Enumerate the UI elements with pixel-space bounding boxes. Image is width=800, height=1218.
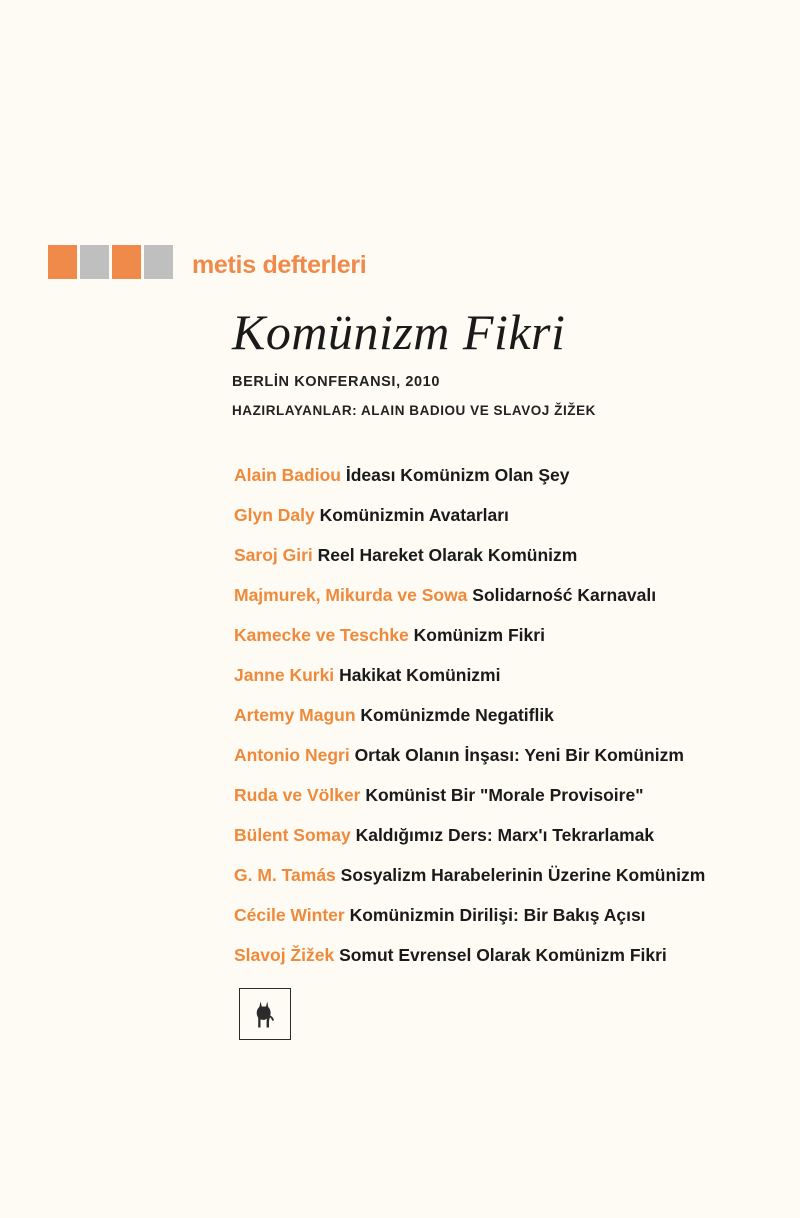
entry-author: Janne Kurki: [234, 665, 335, 685]
entry-title: Komünizmin Avatarları: [319, 505, 509, 525]
entry-title: Somut Evrensel Olarak Komünizm Fikri: [339, 945, 667, 965]
entry-title: Kaldığımız Ders: Marx'ı Tekrarlamak: [355, 825, 655, 845]
list-item: [234, 655, 774, 695]
list-item: [234, 615, 774, 655]
list-item: [234, 575, 774, 615]
book-subtitle: BERLİN KONFERANSI, 2010: [232, 374, 440, 390]
entry-author: Ruda ve Völker: [234, 785, 361, 805]
book-editors: HAZIRLAYANLAR: ALAIN BADIOU VE SLAVOJ ŽIŽEK: [232, 403, 596, 418]
entry-title: Sosyalizm Harabelerinin Üzerine Komünizm: [340, 865, 706, 885]
list-item: [234, 935, 774, 975]
square-grey-1: [80, 245, 109, 279]
imprint-squares: [48, 245, 176, 279]
entry-author: Antonio Negri: [234, 745, 350, 765]
list-item: [234, 815, 774, 855]
entry-author: Glyn Daly: [234, 505, 315, 525]
entry-title: Komünizmde Negatiflik: [360, 705, 554, 725]
list-item: [234, 455, 774, 495]
contents-list: [234, 455, 774, 975]
square-grey-2: [144, 245, 173, 279]
entry-author: Kamecke ve Teschke: [234, 625, 409, 645]
list-item: [234, 775, 774, 815]
entry-title: Solidarność Karnavalı: [472, 585, 657, 605]
entry-author: Artemy Magun: [234, 705, 356, 725]
metis-cat-logo-icon: [239, 988, 291, 1040]
entry-author: Majmurek, Mikurda ve Sowa: [234, 585, 468, 605]
square-orange-1: [48, 245, 77, 279]
list-item: [234, 535, 774, 575]
entry-author: Slavoj Žižek: [234, 945, 335, 965]
book-title: Komünizm Fikri: [232, 304, 566, 360]
list-item: [234, 855, 774, 895]
entry-title: Ortak Olanın İnşası: Yeni Bir Komünizm: [354, 745, 684, 765]
entry-title: Reel Hareket Olarak Komünizm: [317, 545, 578, 565]
entry-author: Alain Badiou: [234, 465, 341, 485]
entry-title: Komünist Bir "Morale Provisoire": [365, 785, 644, 805]
entry-author: Cécile Winter: [234, 905, 345, 925]
imprint-name: metis defterleri: [192, 250, 367, 279]
entry-title: Hakikat Komünizmi: [339, 665, 501, 685]
list-item: [234, 695, 774, 735]
imprint-block: [48, 245, 366, 279]
entry-title: Komünizmin Dirilişi: Bir Bakış Açısı: [349, 905, 646, 925]
list-item: [234, 895, 774, 935]
square-orange-2: [112, 245, 141, 279]
list-item: [234, 495, 774, 535]
entry-title: İdeası Komünizm Olan Şey: [345, 465, 570, 485]
entry-title: Komünizm Fikri: [413, 625, 545, 645]
list-item: [234, 735, 774, 775]
entry-author: Saroj Giri: [234, 545, 313, 565]
entry-author: Bülent Somay: [234, 825, 351, 845]
entry-author: G. M. Tamás: [234, 865, 336, 885]
